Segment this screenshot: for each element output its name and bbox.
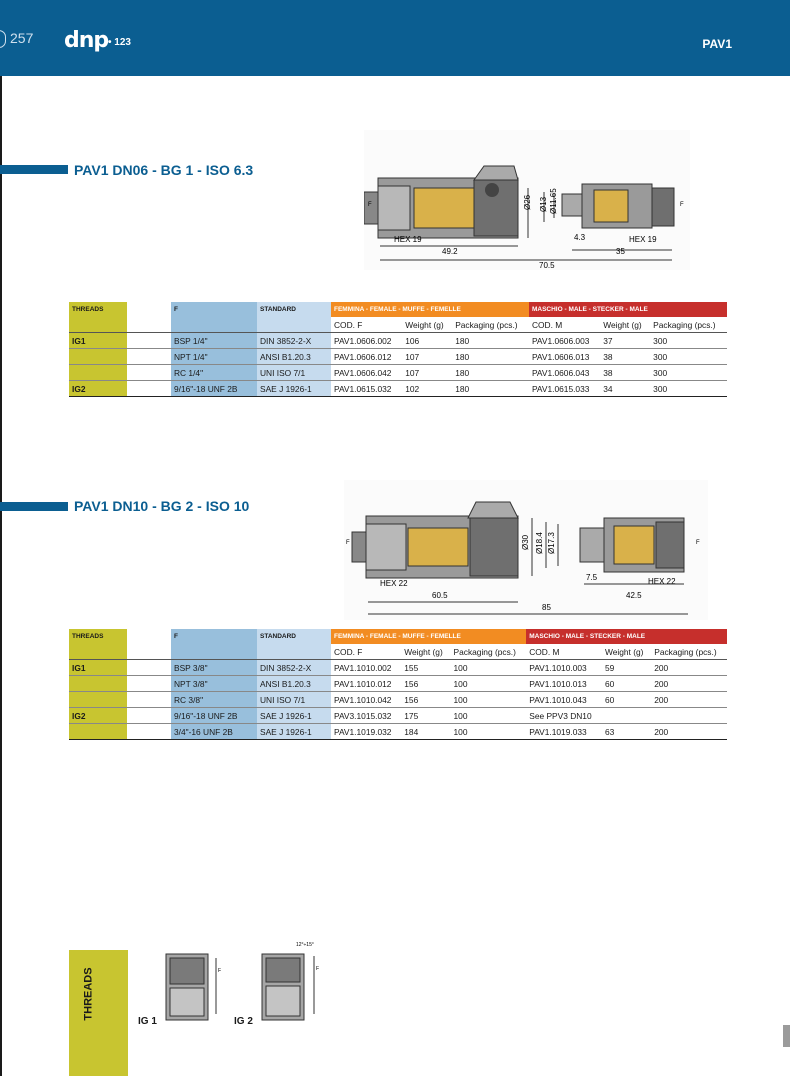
coupling-drawing-dn06 <box>364 130 690 270</box>
section-bar <box>0 502 68 511</box>
length-label: 7.5 <box>586 573 598 582</box>
length-label: 85 <box>542 603 551 612</box>
diameter-label: Ø11.65 <box>549 188 558 214</box>
table-row: IG2 9/16"-18 UNF 2B SAE J 1926-1 PAV3.1015.032 175 100 See PPV3 DN10 <box>69 708 727 724</box>
spec-table-dn06 <box>69 302 727 397</box>
male-header: MASCHIO - MALE - STECKER - MALE <box>529 302 727 317</box>
hex-label: HEX 22 <box>648 577 676 586</box>
ig1-label: IG 1 <box>138 1016 157 1027</box>
table-header-row <box>69 302 727 317</box>
table-row: RC 1/4" UNI ISO 7/1 PAV1.0606.042 107 180 PAV1.0606.043 38 300 <box>69 365 727 381</box>
diameter-label: Ø26 <box>523 194 532 210</box>
table-row: IG1 BSP 3/8" DIN 3852-2-X PAV1.1010.002 155 100 PAV1.1010.003 59 200 <box>69 660 727 676</box>
thread-ig1-drawing <box>160 948 230 1026</box>
standard-header: STANDARD <box>257 302 331 317</box>
brand-logo: dnp <box>64 28 109 53</box>
table-row: IG1 BSP 1/4" DIN 3852-2-X PAV1.0606.002 106 180 PAV1.0606.003 37 300 <box>69 333 727 349</box>
hex-label: HEX 22 <box>380 579 408 588</box>
diameter-label: Ø30 <box>521 534 530 550</box>
thread-f-label: F <box>680 202 684 208</box>
threads-legend-label: THREADS <box>82 967 95 1021</box>
scroll-tab[interactable] <box>783 1025 790 1047</box>
page-number-marker <box>0 30 6 48</box>
section-title: PAV1 DN10 - BG 2 - ISO 10 <box>74 498 250 514</box>
table-row: 3/4"-16 UNF 2B SAE J 1926-1 PAV1.1019.032 184 100 PAV1.1019.033 63 200 <box>69 724 727 740</box>
table-subheader-row: COD. F Weight (g) Packaging (pcs.) COD. M Weight (g) Packaging (pcs.) <box>69 317 727 333</box>
threads-header: THREADS <box>69 302 127 317</box>
section-title: PAV1 DN06 - BG 1 - ISO 6.3 <box>74 162 254 178</box>
hex-label: HEX 19 <box>629 235 657 244</box>
thread-ig2-drawing <box>258 938 330 1026</box>
spec-table-dn10 <box>69 629 727 740</box>
page-header <box>0 0 790 76</box>
brand-logo-number: • 123 <box>108 37 131 48</box>
table-row: NPT 1/4" ANSI B1.20.3 PAV1.0606.012 107 180 PAV1.0606.013 38 300 <box>69 349 727 365</box>
threads-legend-box <box>69 950 128 1076</box>
f-header: F <box>171 302 257 317</box>
length-label: 60.5 <box>432 591 448 600</box>
section-bar <box>0 165 68 174</box>
section-code: PAV1 <box>702 37 732 51</box>
length-label: 49.2 <box>442 247 458 256</box>
thread-f-label: F <box>346 540 350 546</box>
thread-f-label: F <box>368 202 372 208</box>
diameter-label: Ø17.3 <box>547 532 556 554</box>
length-label: 4.3 <box>574 233 586 242</box>
thread-f-label: F <box>218 968 222 974</box>
length-label: 70.5 <box>539 261 555 270</box>
hex-label: HEX 19 <box>394 235 422 244</box>
thread-f-label: F <box>316 966 320 972</box>
length-label: 35 <box>616 247 625 256</box>
diameter-label: Ø13 <box>539 196 548 212</box>
angle-label: 12°÷15° <box>296 942 314 948</box>
coupling-drawing-dn10 <box>344 480 708 620</box>
length-label: 42.5 <box>626 591 642 600</box>
table-header-row: THREADS F STANDARD FEMMINA - FEMALE - MUFFE - FEMELLE MASCHIO - MALE - STECKER - MALE <box>69 629 727 644</box>
table-row: NPT 3/8" ANSI B1.20.3 PAV1.1010.012 156 100 PAV1.1010.013 60 200 <box>69 676 727 692</box>
table-subheader-row: COD. F Weight (g) Packaging (pcs.) COD. M Weight (g) Packaging (pcs.) <box>69 644 727 660</box>
table-row: RC 3/8" UNI ISO 7/1 PAV1.1010.042 156 100 PAV1.1010.043 60 200 <box>69 692 727 708</box>
table-row: IG2 9/16"-18 UNF 2B SAE J 1926-1 PAV1.0615.032 102 180 PAV1.0615.033 34 300 <box>69 381 727 397</box>
ig2-label: IG 2 <box>234 1016 253 1027</box>
diameter-label: Ø18.4 <box>535 532 544 554</box>
page-number: 257 <box>10 30 34 46</box>
thread-f-label: F <box>696 540 700 546</box>
page-edge-line <box>0 76 2 1076</box>
female-header: FEMMINA - FEMALE - MUFFE - FEMELLE <box>331 302 529 317</box>
